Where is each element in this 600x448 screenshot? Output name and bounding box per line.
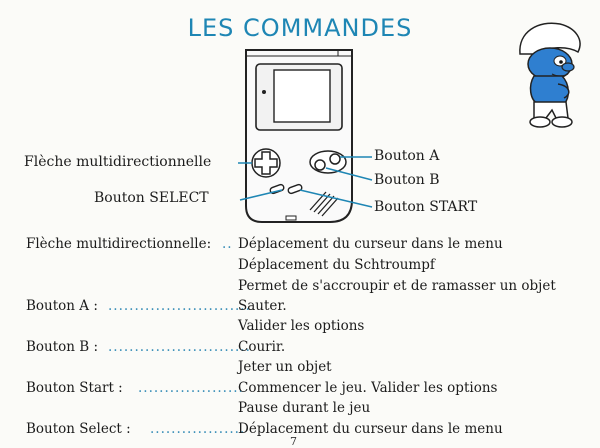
control-row bbox=[26, 298, 600, 318]
control-row bbox=[26, 421, 600, 441]
control-description: Jeter un objet bbox=[238, 359, 332, 375]
select-label: Bouton SELECT bbox=[94, 190, 209, 206]
control-description: Sauter. bbox=[238, 298, 287, 314]
dpad-icon bbox=[252, 149, 280, 177]
control-key: Bouton B : bbox=[26, 339, 99, 355]
leader-dots: ........................... bbox=[108, 298, 251, 314]
leader-dots: .................. bbox=[150, 421, 246, 437]
leader-dots: .. bbox=[222, 236, 233, 252]
control-row bbox=[26, 339, 600, 359]
control-key: Bouton A : bbox=[26, 298, 98, 314]
control-description: Déplacement du curseur dans le menu bbox=[238, 236, 503, 252]
control-description: Déplacement du Schtroumpf bbox=[238, 257, 435, 273]
control-row-continued bbox=[26, 318, 600, 338]
control-row-continued bbox=[26, 278, 600, 298]
control-description: Pause durant le jeu bbox=[238, 400, 371, 416]
start-label: Bouton START bbox=[374, 199, 478, 215]
control-description: Valider les options bbox=[238, 318, 365, 334]
b-button-label: Bouton B bbox=[374, 172, 440, 188]
a-button-label: Bouton A bbox=[374, 148, 440, 164]
control-key: Bouton Select : bbox=[26, 421, 131, 437]
control-description: Commencer le jeu. Valider les options bbox=[238, 380, 498, 396]
screen bbox=[274, 70, 330, 122]
control-description: Courir. bbox=[238, 339, 286, 355]
control-row bbox=[26, 236, 600, 256]
dpad-label: Flèche multidirectionnelle bbox=[24, 154, 212, 170]
control-row-continued bbox=[26, 359, 600, 379]
leader-dots: ........................... bbox=[108, 339, 251, 355]
page-title: LES COMMANDES bbox=[187, 14, 413, 42]
control-description: Permet de s'accroupir et de ramasser un objet bbox=[238, 278, 556, 294]
control-row bbox=[26, 380, 600, 400]
leader-dots: .................... bbox=[138, 380, 244, 396]
control-row-continued bbox=[26, 257, 600, 277]
control-key: Flèche multidirectionnelle: bbox=[26, 236, 212, 252]
control-row-continued bbox=[26, 400, 600, 420]
page-number: 7 bbox=[290, 435, 297, 448]
control-description: Déplacement du curseur dans le menu bbox=[238, 421, 503, 437]
ab-buttons-icon bbox=[310, 151, 346, 173]
control-key: Bouton Start : bbox=[26, 380, 123, 396]
